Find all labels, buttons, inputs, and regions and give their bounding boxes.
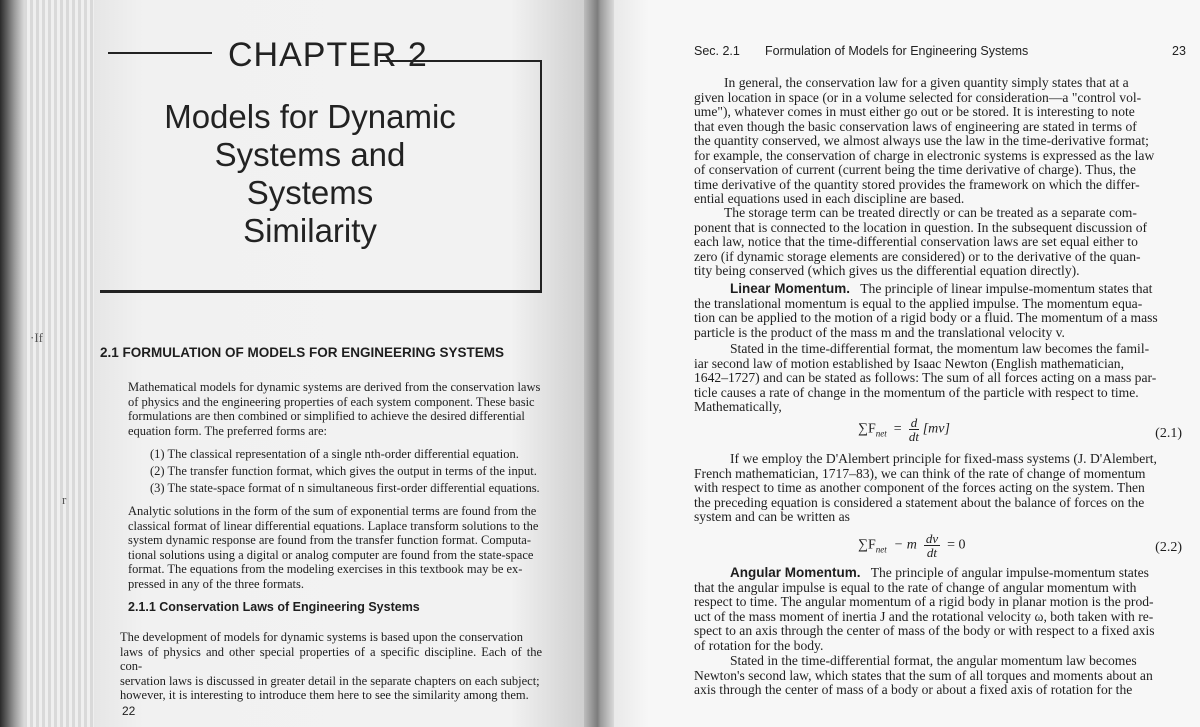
text-line: particle is the product of the mass m and the translational velocity v. bbox=[694, 324, 1065, 340]
subsection-heading: 2.1.1 Conservation Laws of Engineering Systems bbox=[128, 600, 420, 614]
text-line: classical format of linear differential equations. Laplace transform solutions to the bbox=[128, 518, 539, 533]
text-line: system dynamic response are found from the transfer function format. Computa- bbox=[128, 533, 532, 547]
text-line: zero (if dynamic storage elements are considered) or to the derivative of the quan- bbox=[694, 248, 1141, 264]
running-head-section: Sec. 2.1 bbox=[694, 44, 740, 58]
text-line: of physics and the engineering properties of each system component. These basic bbox=[128, 394, 535, 409]
text-line: If we employ the D'Alembert principle for fixed-mass systems (J. D'Alembert, bbox=[730, 451, 1157, 466]
eq-fraction bbox=[924, 532, 940, 559]
text-line: pressed in any of the three formats. bbox=[128, 576, 304, 591]
text-line: French mathematician, 1717–83), we can think of the rate of change of momentum bbox=[694, 465, 1146, 481]
book-gutter bbox=[584, 0, 614, 727]
equation-number-2-2: (2.2) bbox=[1155, 540, 1182, 555]
text-line: Stated in the time-differential format, the angular momentum law becomes bbox=[730, 653, 1137, 668]
text-line: the quantity conserved, we almost always use the law in the time-derivative format; bbox=[694, 133, 1149, 149]
text-line bbox=[694, 566, 1186, 581]
text-line: servation laws is discussed in greater detail in the separate chapters on each subject; bbox=[120, 673, 540, 688]
eq-numerator: dv bbox=[925, 531, 939, 546]
text-line: given location in space (or in a volume selected for consideration—a "control vol- bbox=[694, 89, 1142, 105]
eq-sub: net bbox=[875, 428, 887, 439]
paragraph-conservation-general bbox=[694, 76, 1186, 207]
paragraph-storage-term bbox=[694, 206, 1186, 279]
text-line: that the angular impulse is equal to the rate of change of angular momentum with bbox=[694, 579, 1137, 595]
page-number-right: 23 bbox=[1172, 44, 1186, 58]
paragraph-newton bbox=[694, 342, 1186, 415]
list-item: (1) The classical representation of a single nth-order differential equation. bbox=[150, 447, 519, 461]
text-line: axis through the center of mass of a body or about a fixed axis of rotation for the bbox=[694, 682, 1133, 698]
forms-list bbox=[150, 446, 540, 497]
text-line: that even though the basic conservation laws of engineering are stated in terms of bbox=[694, 118, 1137, 134]
analytic-paragraph bbox=[128, 504, 542, 591]
text-line: Mathematical models for dynamic systems are derived from the conservation laws bbox=[128, 380, 541, 394]
chapter-title bbox=[150, 98, 470, 250]
text-line: Newton's second law, which states that the sum of all torques and moments about an bbox=[694, 667, 1153, 683]
eq-numerator: d bbox=[910, 415, 918, 430]
text-line: equation form. The preferred forms are: bbox=[128, 423, 327, 438]
text-line: with respect to time as another component of the forces acting on the system. Then bbox=[694, 480, 1145, 496]
text-line: ticle causes a rate of change in the momentum of the particle with respect to time. bbox=[694, 384, 1139, 400]
margin-mark-if: ·If bbox=[30, 330, 43, 345]
text-line: tion can be applied to the motion of a rigid body or a fluid. The momentum of a mass bbox=[694, 310, 1158, 326]
text-line: each law, notice that the time-differential conservation laws are set equal either to bbox=[694, 234, 1138, 250]
text-line: time derivative of the quantity stored provides the framework on which the differ- bbox=[694, 176, 1140, 192]
equation-2-1: $\sum F_{net}$ = $\frac{d}{dt}$ [mv] bbox=[858, 415, 950, 444]
eq-denominator: dt bbox=[926, 545, 938, 560]
text-line: The storage term can be treated directly or can be treated as a separate com- bbox=[724, 205, 1137, 220]
paragraph-linear-momentum bbox=[694, 282, 1186, 340]
chapter-rule-left bbox=[108, 52, 212, 54]
text-line: uct of the mass moment of inertia J and the rotational velocity ω, both taken with re- bbox=[694, 608, 1154, 624]
text-run: The principle of linear impulse-momentum states that bbox=[860, 281, 1153, 296]
text-line: formulations are then combined or simplified to achieve the desired differential bbox=[128, 409, 525, 423]
text-line: tity being conserved (which gives us the differential equation directly). bbox=[694, 263, 1080, 279]
angular-momentum-heading: Angular Momentum. bbox=[730, 565, 861, 580]
text-line: Mathematically, bbox=[694, 399, 782, 415]
text-line: The development of models for dynamic systems is based upon the conservation bbox=[120, 630, 524, 644]
chapter-label: CHAPTER 2 bbox=[228, 36, 428, 74]
linear-momentum-heading: Linear Momentum. bbox=[730, 281, 851, 296]
page-edges bbox=[24, 0, 94, 727]
eq-fraction bbox=[909, 416, 920, 443]
eq-rhs: = 0 bbox=[947, 537, 966, 553]
page-number-left: 22 bbox=[122, 704, 136, 718]
text-line: Analytic solutions in the form of the sum of exponential terms are found from the bbox=[128, 504, 537, 518]
eq-sub: net bbox=[875, 544, 887, 555]
chapter-title-line: Models for Dynamic bbox=[164, 98, 456, 135]
text-line bbox=[694, 282, 1186, 297]
list-item: (2) The transfer function format, which gives the output in terms of the input. bbox=[150, 464, 537, 478]
text-line: of rotation for the body. bbox=[694, 637, 824, 653]
text-run: The principle of angular impulse-momentum states bbox=[870, 565, 1149, 580]
list-item: (3) The state-space format of n simultaneous first-order differential equations. bbox=[150, 481, 540, 495]
equation-2-2 bbox=[858, 532, 966, 559]
chapter-frame-bottom bbox=[100, 290, 542, 293]
chapter-frame-right bbox=[540, 60, 542, 292]
paragraph-dalembert bbox=[694, 452, 1186, 525]
eq-sum: ∑F bbox=[858, 421, 876, 437]
text-line: iar second law of motion established by Isaac Newton (English mathematician, bbox=[694, 355, 1124, 371]
text-line: Stated in the time-differential format, the momentum law becomes the famil- bbox=[730, 341, 1150, 356]
eq-sum: ∑F bbox=[858, 537, 876, 553]
eq-rhs: [mv] bbox=[922, 421, 950, 437]
text-line: the preceding equation is considered a statement about the balance of forces on the bbox=[694, 494, 1145, 510]
eq-minus-m: − m bbox=[893, 537, 917, 553]
running-head-title: Formulation of Models for Engineering Systems bbox=[765, 44, 1029, 58]
intro-paragraph bbox=[128, 380, 542, 438]
text-line: format. The equations from the modeling exercises in this textbook may be ex- bbox=[128, 562, 523, 576]
margin-mark-r: r bbox=[62, 492, 67, 507]
book-spine-left bbox=[0, 0, 24, 727]
text-line: ponent that is connected to the location in question. In the subsequent discussion of bbox=[694, 219, 1148, 235]
eq-denominator: dt bbox=[908, 429, 919, 444]
text-line: In general, the conservation law for a given quantity simply states that at a bbox=[724, 75, 1129, 90]
text-line: for example, the conservation of charge in electronic systems is expressed as the law bbox=[694, 147, 1155, 163]
text-line: laws of physics and other special properties of a specific discipline. Each of the con- bbox=[120, 644, 542, 673]
text-line: 1642–1727) and can be stated as follows: The sum of all forces acting on a mass par- bbox=[694, 370, 1157, 386]
text-line: system and can be written as bbox=[694, 509, 850, 525]
text-line: respect to time. The angular momentum of a rigid body in planar motion is the prod- bbox=[694, 594, 1154, 610]
text-line: ential equations used in each discipline are based. bbox=[694, 191, 965, 207]
text-line: however, it is interesting to introduce them here to see the similarity among them. bbox=[120, 688, 529, 702]
text-line: of conservation of current (current being the time derivative of charge). Thus, the bbox=[694, 162, 1136, 178]
text-line: spect to an axis through the center of mass of the body or with respect to a fixed axis bbox=[694, 623, 1155, 639]
text-line: ume"), whatever comes in must either go out or be stored. It is interesting to note bbox=[694, 104, 1135, 120]
chapter-title-line: Systems and Systems bbox=[214, 136, 406, 211]
chapter-title-line: Similarity bbox=[243, 212, 377, 249]
equation-number-2-1: (2.1) bbox=[1155, 426, 1182, 441]
section-heading: 2.1 FORMULATION OF MODELS FOR ENGINEERING SYSTEMS bbox=[100, 345, 505, 360]
paragraph-angular-momentum bbox=[694, 566, 1186, 653]
conservation-paragraph bbox=[120, 630, 542, 703]
text-line: the translational momentum is equal to the applied impulse. The momentum equa- bbox=[694, 295, 1143, 311]
paragraph-angular-newton bbox=[694, 654, 1186, 698]
text-line: tional solutions using a digital or analog computer are found from the state-space bbox=[128, 547, 534, 562]
